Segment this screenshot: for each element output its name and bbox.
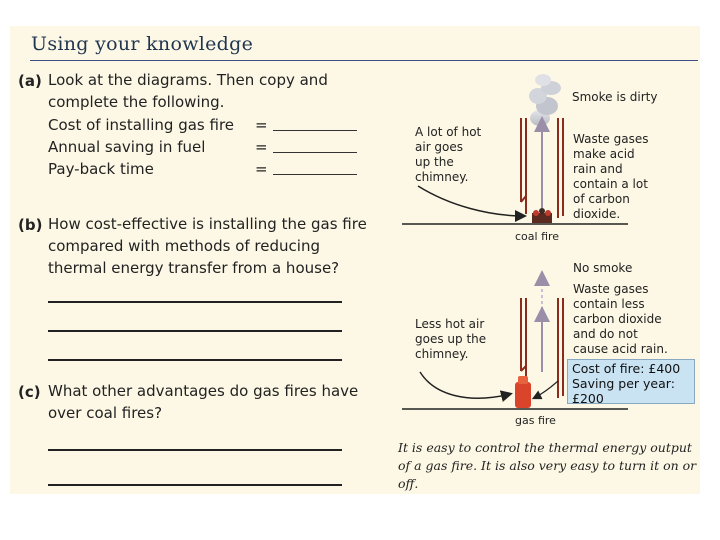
- cost-info-box: [567, 359, 695, 404]
- question-a-intro-2: complete the following.: [48, 93, 225, 111]
- row-cost-label: Cost of installing gas fire: [48, 116, 235, 134]
- gas-waste-label-4: and do not: [573, 327, 638, 341]
- saving-amount-text: £200: [572, 391, 604, 406]
- gas-fire-label: gas fire: [515, 414, 556, 427]
- gas-hot-air-label-1: Less hot air: [415, 317, 485, 331]
- question-c-line-1: What other advantages do gas fires have: [48, 382, 359, 400]
- row-payback-equals: =: [255, 160, 268, 178]
- gas-label-arrow: [420, 372, 510, 398]
- coal-smoke: [529, 74, 561, 126]
- coal-fire-label: coal fire: [515, 230, 560, 243]
- coal-smoke-label: Smoke is dirty: [572, 90, 658, 104]
- gas-hot-air-label-3: chimney.: [415, 347, 469, 361]
- coal-waste-label-6: dioxide.: [573, 207, 621, 221]
- row-saving-equals: =: [255, 138, 268, 156]
- coal-hot-air-label-1: A lot of hot: [415, 125, 482, 139]
- gas-hot-air-label-2: goes up the: [415, 332, 487, 346]
- gas-waste-label-2: contain less: [573, 297, 645, 311]
- coal-hot-air-label-2: air goes: [415, 140, 464, 154]
- row-cost-equals: =: [255, 116, 268, 134]
- question-c-label: (c): [18, 383, 41, 401]
- coal-fire-grate: [532, 208, 552, 223]
- worksheet-page: [10, 26, 700, 494]
- cost-of-fire-text: Cost of fire: £400: [572, 361, 681, 376]
- diagram-caption: It is easy to control the thermal energy output of a gas fire. It is also very easy to turn it on or off.: [398, 440, 697, 491]
- page-title: Using your knowledge: [31, 33, 254, 55]
- row-saving-label: Annual saving in fuel: [48, 138, 206, 156]
- coal-waste-label-3: rain and: [573, 162, 623, 176]
- coal-waste-label-5: of carbon: [573, 192, 630, 206]
- question-c-line-2: over coal fires?: [48, 404, 163, 422]
- question-a-intro-1: Look at the diagrams. Then copy and: [48, 71, 328, 89]
- cost-box-arrow: [534, 381, 558, 398]
- gas-smoke-label: No smoke: [573, 261, 633, 275]
- question-a-label: (a): [18, 72, 42, 90]
- question-b-line-3: thermal energy transfer from a house?: [48, 259, 340, 277]
- coal-waste-label-1: Waste gases: [573, 132, 649, 146]
- question-b-line-1: How cost-effective is installing the gas fire: [48, 215, 367, 233]
- gas-waste-label-3: carbon dioxide: [573, 312, 662, 326]
- coal-waste-label-4: contain a lot: [573, 177, 648, 191]
- question-b-line-2: compared with methods of reducing: [48, 237, 320, 255]
- coal-hot-air-label-3: up the: [415, 155, 454, 169]
- gas-waste-label-1: Waste gases: [573, 282, 649, 296]
- coal-waste-label-2: make acid: [573, 147, 635, 161]
- gas-waste-label-5: cause acid rain.: [573, 342, 668, 356]
- gas-fire-unit: [515, 376, 531, 408]
- coal-hot-air-label-4: chimney.: [415, 170, 469, 184]
- question-b-label: (b): [18, 216, 43, 234]
- saving-per-year-text: Saving per year:: [572, 376, 675, 391]
- row-payback-label: Pay-back time: [48, 160, 154, 178]
- coal-label-arrow: [418, 186, 524, 216]
